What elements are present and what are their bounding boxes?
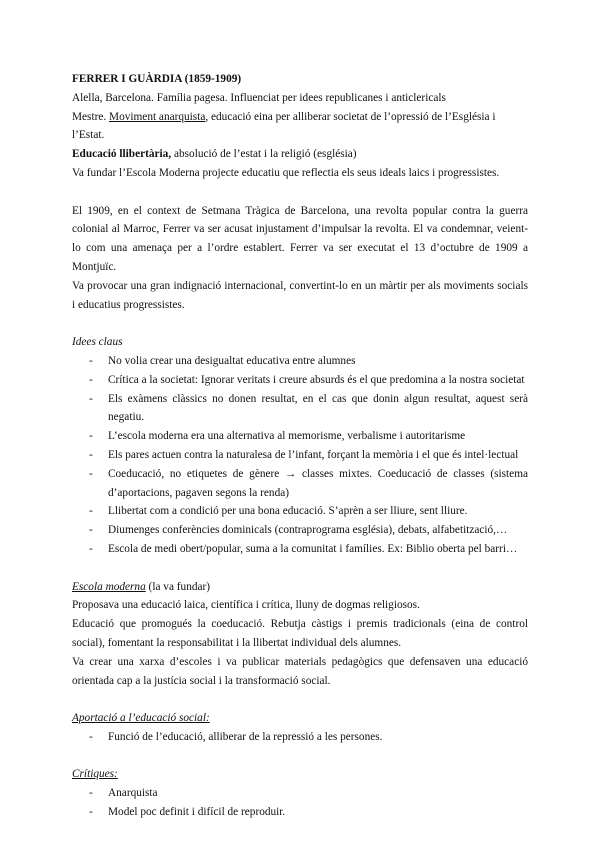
section-heading-modern-school: Escola moderna (la va fundar) [72, 580, 211, 593]
bold-term: Educació llibertària, [72, 148, 172, 161]
modern-school-line: Proposava una educació laica, científica i crítica, lluny de dogmas religiosos. [72, 599, 420, 612]
bio-line: Va fundar l’Escola Moderna projecte educatiu que reflectia els seus ideals laics i progressistes. [72, 166, 500, 179]
document-body [72, 70, 528, 822]
history-paragraph: Va provocar una gran indignació internacional, convertint-lo en un màrtir per als moviments socials i educatius progressistes. [72, 279, 528, 311]
list-item: - Diumenges conferències dominicals (contraprograma església), debats, alfabetització,… [72, 521, 528, 540]
list-item: - Coeducació, no etiquetes de gènere → classes mixtes. Coeducació de classes (sistema d’aportacions, pagaven segons la renda) [72, 465, 528, 503]
list-item: - No volia crear una desigualtat educativa entre alumnes [72, 352, 528, 371]
bio-line: Educació llibertària, absolució de l’estat i la religió (església) [72, 148, 357, 161]
page-title: FERRER I GUÀRDIA (1859-1909) [72, 73, 242, 85]
bio-line: Alella, Barcelona. Família pagesa. Influenciat per idees republicanes i anticlericals [72, 91, 446, 104]
key-ideas-list [72, 352, 528, 559]
history-paragraph: El 1909, en el context de Setmana Tràgica de Barcelona, una revolta popular contra la guerra colonial al Marroc, Ferrer va ser acusat injustament d’impulsar la revolta. El va condemnar, veient-lo com una amenaça per a l’ordre establert. Ferrer va ser executat el 13 d’octubre de 1909 a Montjuïc. [72, 204, 528, 273]
section-heading-contribution: Aportació a l’educació social: [72, 712, 210, 725]
section-heading-key-ideas: Idees claus [72, 336, 123, 349]
modern-school-line: Educació que promogués la coeducació. Rebutja càstigs i premis tradicionals (eina de control social), fomentant la responsabilitat i la llibertat individual dels alumnes. [72, 618, 528, 649]
list-item: - Anarquista [72, 784, 528, 803]
list-item: - Els pares actuen contra la naturalesa de l’infant, forçant la memòria i el que és intel·lectual [72, 446, 528, 465]
list-item: - Escola de medi obert/popular, suma a la comunitat i famílies. Ex: Biblio oberta pel barri… [72, 540, 528, 559]
list-item: - Crítica a la societat: Ignorar veritats i creure absurds és el que predomina a la nostra societat [72, 371, 528, 390]
list-item: - Model poc definit i difícil de reproduir. [72, 803, 528, 822]
list-item: - L’escola moderna era una alternativa al memorisme, verbalisme i autoritarisme [72, 427, 528, 446]
underlined-term: Moviment anarquista [109, 110, 206, 123]
section-heading-critiques: Crítiques: [72, 768, 118, 781]
list-item: - Funció de l’educació, alliberar de la repressió a les persones. [72, 728, 528, 747]
modern-school-line: Va crear una xarxa d’escoles i va publicar materials pedagògics que defensaven una educació orientada cap a la justícia social i la transformació social. [72, 655, 528, 687]
contribution-list [72, 728, 528, 747]
critiques-list [72, 784, 528, 822]
list-item: - Els exàmens clàssics no donen resultat, en el cas que donin algun resultat, aquest serà negatiu. [72, 390, 528, 428]
bio-line: Mestre. Moviment anarquista, educació eina per alliberar societat de l’opressió de l’Església i l’Estat. [72, 110, 496, 142]
list-item: - Llibertat com a condició per una bona educació. S’aprèn a ser lliure, sent lliure. [72, 502, 528, 521]
